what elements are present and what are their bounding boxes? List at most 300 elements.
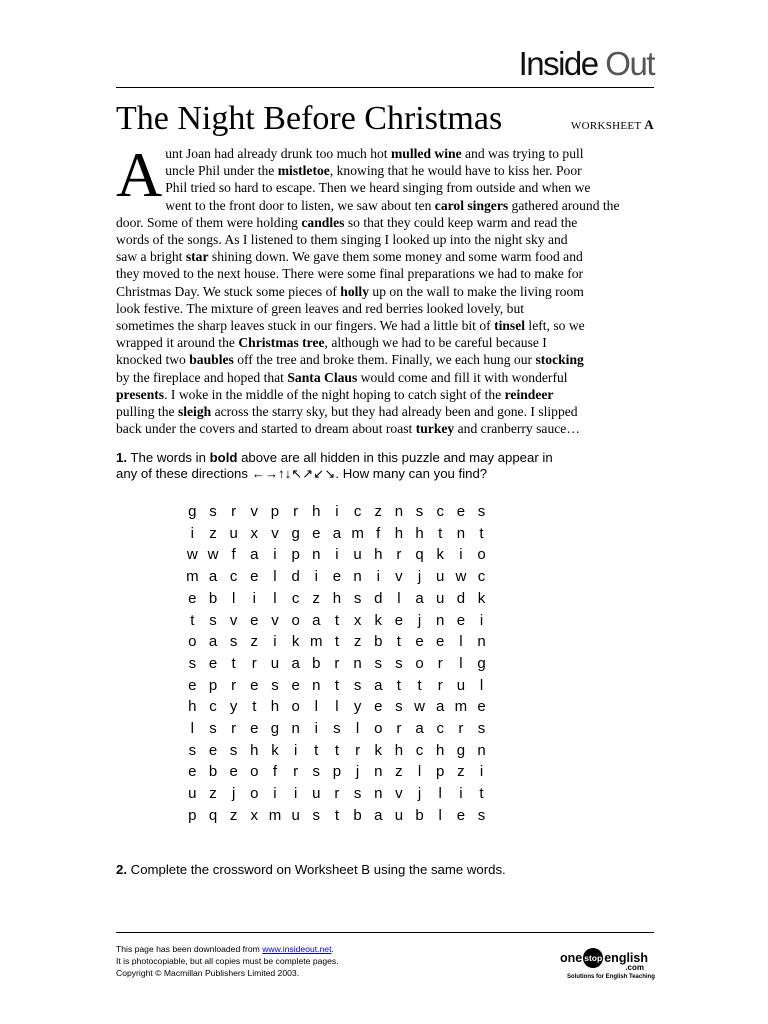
puzzle-letter: e [456, 611, 466, 629]
key-word: stocking [535, 352, 584, 368]
story-text [116, 139, 654, 437]
puzzle-letter: l [438, 806, 442, 824]
puzzle-letter: k [477, 589, 486, 607]
puzzle-letter: s [415, 503, 424, 520]
puzzle-letter: x [250, 524, 259, 542]
puzzle-letter: r [355, 741, 361, 759]
footer-notice [116, 943, 339, 980]
puzzle-letter: i [273, 785, 277, 803]
puzzle-letter: l [438, 785, 442, 803]
puzzle-letter: n [291, 720, 300, 738]
story-line [116, 265, 654, 282]
puzzle-letter: r [251, 654, 257, 672]
story-text-segment: they moved to the next house. There were some final preparations we had to make for [116, 266, 584, 282]
puzzle-letter: w [455, 568, 467, 586]
key-word: sleigh [177, 404, 212, 420]
story-text-segment: unt Joan had already drunk too much hot [165, 146, 391, 161]
puzzle-letter: j [417, 785, 422, 803]
puzzle-row [182, 566, 492, 588]
key-word: carol singers [434, 197, 509, 213]
onestopenglish-logo [560, 948, 670, 988]
puzzle-letter: m [268, 806, 282, 824]
puzzle-letter: l [190, 720, 194, 738]
story-line [116, 197, 654, 214]
puzzle-row [182, 544, 492, 566]
puzzle-letter: n [312, 546, 321, 564]
puzzle-letter: v [250, 503, 259, 520]
puzzle-letter: i [479, 611, 484, 629]
puzzle-letter: e [436, 633, 445, 651]
key-word: turkey [415, 421, 455, 437]
question-1 [116, 450, 553, 482]
question-1-line1 [116, 450, 553, 466]
puzzle-letter: i [293, 741, 298, 759]
puzzle-letter: c [291, 589, 300, 607]
puzzle-letter: b [415, 806, 424, 824]
puzzle-letter: r [334, 785, 340, 803]
puzzle-letter: v [271, 611, 279, 629]
story-text-segment: . I woke in the middle of the night hoping to catch sight of the [164, 386, 505, 402]
puzzle-letter: u [229, 524, 238, 542]
puzzle-letter: n [353, 654, 362, 672]
puzzle-letter: s [477, 806, 486, 824]
puzzle-letter: s [229, 633, 238, 651]
key-word: star [185, 249, 209, 265]
story-text-segment: and was trying to pull [461, 146, 584, 161]
worksheet-label [571, 117, 654, 133]
puzzle-letter: r [437, 676, 443, 694]
puzzle-letter: t [438, 524, 443, 542]
puzzle-letter: r [293, 503, 299, 520]
puzzle-letter: e [250, 568, 259, 586]
puzzle-letter: z [209, 785, 217, 803]
logo-stop-circle: stop [583, 948, 603, 968]
story-text-segment: knocked two [116, 352, 190, 368]
puzzle-row [182, 653, 492, 675]
key-word: Christmas tree [238, 335, 325, 351]
puzzle-row [182, 761, 492, 783]
puzzle-letter: c [353, 503, 362, 520]
puzzle-letter: t [479, 785, 484, 803]
puzzle-letter: f [376, 524, 381, 542]
puzzle-row [182, 675, 492, 697]
puzzle-letter: q [415, 546, 424, 564]
puzzle-letter: v [271, 524, 279, 542]
puzzle-row [182, 501, 492, 523]
puzzle-letter: l [231, 589, 236, 607]
puzzle-letter: o [188, 633, 197, 651]
q1-text-b: above are all hidden in this puzzle and may appear in [237, 450, 553, 465]
puzzle-letter: x [250, 806, 259, 824]
puzzle-letter: s [395, 654, 403, 672]
story-line [116, 334, 654, 351]
puzzle-letter: w [186, 546, 198, 564]
puzzle-letter: t [479, 524, 484, 542]
puzzle-letter: i [335, 546, 339, 564]
puzzle-row [182, 740, 492, 762]
story-line [116, 420, 654, 437]
puzzle-letter: n [436, 611, 445, 629]
puzzle-letter: s [188, 741, 197, 759]
story-text-segment: gathered around the [508, 197, 620, 213]
puzzle-letter: s [333, 720, 341, 738]
puzzle-letter: l [273, 589, 277, 607]
puzzle-letter: g [456, 741, 466, 759]
puzzle-letter: a [436, 698, 445, 716]
puzzle-letter: i [376, 568, 380, 586]
puzzle-letter: m [454, 698, 468, 716]
puzzle-letter: e [456, 806, 466, 824]
puzzle-letter: s [353, 676, 362, 694]
puzzle-letter: c [436, 503, 444, 520]
puzzle-letter: v [229, 611, 238, 629]
puzzle-row [182, 631, 492, 653]
puzzle-letter: e [188, 676, 197, 694]
puzzle-letter: n [394, 503, 404, 520]
puzzle-letter: p [270, 503, 280, 520]
puzzle-letter: z [457, 763, 465, 781]
puzzle-letter: i [293, 785, 298, 803]
puzzle-letter: l [479, 676, 484, 694]
question-2 [116, 862, 506, 878]
story-line [116, 214, 654, 231]
puzzle-letter: w [414, 698, 425, 716]
footer-text-b: . [331, 944, 334, 954]
puzzle-letter: m [186, 568, 199, 586]
story-line [116, 162, 654, 179]
story-text-segment: across the starry sky, but they had already been and gone. I slipped [211, 404, 578, 420]
puzzle-letter: h [415, 524, 424, 542]
story-text-segment: pulling the [116, 404, 178, 420]
puzzle-letter: h [394, 524, 404, 542]
puzzle-letter: j [417, 611, 422, 629]
story-line [116, 248, 654, 265]
puzzle-letter: j [231, 785, 236, 803]
puzzle-letter: r [396, 720, 402, 738]
puzzle-letter: h [394, 741, 404, 759]
puzzle-letter: o [477, 546, 486, 564]
story-text-segment: door. Some of them were holding [116, 214, 302, 230]
worksheet-letter: A [644, 117, 654, 132]
puzzle-letter: h [270, 698, 280, 716]
puzzle-letter: e [250, 720, 259, 738]
puzzle-letter: n [353, 568, 362, 586]
puzzle-letter: t [334, 806, 339, 824]
puzzle-row [182, 523, 492, 545]
logo-domain: .com [625, 963, 644, 972]
inside-out-logo [519, 44, 654, 84]
story-line [116, 369, 654, 386]
logo-part1: one [560, 951, 583, 965]
puzzle-letter: r [231, 503, 237, 520]
story-line [116, 403, 654, 420]
footer-text-a: This page has been downloaded from [116, 944, 263, 954]
puzzle-letter: u [270, 654, 280, 672]
key-word: candles [301, 214, 345, 230]
puzzle-letter: s [477, 720, 486, 738]
puzzle-letter: t [396, 633, 401, 651]
puzzle-letter: s [209, 720, 217, 738]
puzzle-letter: w [207, 546, 219, 564]
story-text-segment: went to the front door to listen, we saw about ten [165, 197, 435, 213]
puzzle-letter: l [314, 698, 318, 716]
puzzle-letter: s [312, 763, 321, 781]
puzzle-letter: p [436, 763, 445, 781]
puzzle-letter: e [229, 763, 238, 781]
puzzle-letter: e [312, 524, 321, 542]
puzzle-letter: r [396, 546, 402, 564]
puzzle-letter: f [272, 763, 278, 781]
puzzle-letter: i [273, 633, 277, 651]
story-text-segment: uncle Phil under the [165, 163, 278, 179]
story-text-segment: back under the covers and started to dream about roast [116, 421, 416, 437]
drop-cap: A [116, 139, 163, 210]
story-text-segment: , although we had to be careful because I [324, 335, 547, 351]
puzzle-letter: h [312, 503, 321, 520]
puzzle-letter: t [334, 611, 339, 629]
puzzle-letter: e [415, 633, 424, 651]
story-text-segment: so that they could keep warm and read the [344, 214, 578, 230]
puzzle-letter: u [353, 546, 362, 564]
puzzle-row [182, 588, 492, 610]
puzzle-letter: k [436, 546, 444, 564]
key-word: mistletoe [277, 163, 330, 179]
puzzle-letter: z [395, 763, 403, 781]
puzzle-letter: i [335, 503, 339, 520]
story-text-segment: would come and fill it with wonderful [357, 369, 568, 385]
puzzle-letter: i [459, 785, 463, 803]
puzzle-letter: g [188, 503, 197, 520]
puzzle-letter: f [231, 546, 236, 564]
puzzle-letter: e [250, 676, 259, 694]
puzzle-letter: a [415, 589, 424, 607]
puzzle-letter: i [459, 546, 463, 564]
direction-arrows: ←→↑↓↖↗↙↘ [251, 466, 336, 481]
story-text-segment: wrapped it around the [116, 335, 239, 351]
puzzle-letter: u [436, 568, 445, 586]
puzzle-letter: g [291, 524, 300, 542]
puzzle-letter: b [208, 763, 218, 781]
puzzle-letter: p [332, 763, 342, 781]
puzzle-letter: y [229, 698, 238, 716]
puzzle-letter: y [353, 698, 362, 716]
puzzle-letter: s [395, 698, 403, 716]
puzzle-letter: g [477, 654, 486, 672]
puzzle-letter: r [458, 720, 464, 738]
puzzle-letter: n [374, 785, 383, 803]
story-lines [116, 139, 654, 437]
footer-line-3: Copyright © Macmillan Publishers Limited 2003. [116, 968, 300, 979]
puzzle-row [182, 610, 492, 632]
puzzle-letter: o [415, 654, 424, 672]
puzzle-letter: k [374, 741, 382, 759]
puzzle-letter: d [291, 568, 300, 586]
q1-text-d: . How many can you find? [335, 466, 488, 481]
puzzle-letter: v [395, 568, 403, 586]
key-word: holly [340, 283, 370, 299]
puzzle-letter: x [353, 611, 362, 629]
puzzle-letter: c [436, 720, 444, 738]
word-search-grid [182, 501, 492, 827]
story-text-segment: look festive. The mixture of green leaves and red berries looked lovely, but [116, 300, 525, 316]
puzzle-letter: i [252, 589, 256, 607]
puzzle-letter: t [231, 654, 236, 672]
puzzle-letter: r [334, 654, 340, 672]
puzzle-letter: o [250, 763, 259, 781]
puzzle-letter: l [355, 720, 360, 738]
puzzle-letter: s [353, 589, 362, 607]
puzzle-letter: a [208, 568, 218, 586]
puzzle-letter: h [250, 741, 259, 759]
puzzle-letter: p [291, 546, 300, 564]
puzzle-letter: h [436, 741, 445, 759]
worksheet-word: WORKSHEET [570, 120, 642, 132]
story-line [116, 317, 654, 334]
story-text-segment: Phil tried so hard to escape. Then we heard singing from outside and when we [165, 180, 591, 196]
puzzle-letter: o [291, 698, 300, 716]
puzzle-letter: n [456, 524, 466, 542]
puzzle-letter: i [314, 720, 318, 738]
puzzle-letter: e [188, 589, 197, 607]
key-word: tinsel [494, 318, 526, 334]
puzzle-letter: b [208, 589, 218, 607]
puzzle-letter: p [208, 676, 218, 694]
puzzle-letter: s [271, 676, 279, 694]
puzzle-letter: r [437, 654, 443, 672]
puzzle-letter: u [188, 785, 197, 803]
puzzle-letter: a [208, 633, 218, 651]
question-1-line2 [116, 466, 553, 482]
puzzle-letter: e [477, 698, 486, 716]
brand-part2: Out [597, 45, 654, 82]
puzzle-letter: k [374, 611, 382, 629]
puzzle-letter: m [351, 524, 364, 542]
puzzle-letter: h [374, 546, 383, 564]
puzzle-letter: c [209, 698, 217, 716]
puzzle-letter: i [190, 524, 194, 542]
question-1-number: 1. [116, 450, 127, 465]
story-text-segment: and cranberry sauce… [454, 421, 580, 437]
puzzle-letter: l [459, 654, 463, 672]
puzzle-letter: h [188, 698, 197, 716]
puzzle-letter: s [353, 785, 362, 803]
puzzle-letter: u [456, 676, 466, 694]
puzzle-letter: t [334, 741, 339, 759]
key-word: Santa Claus [287, 369, 358, 385]
puzzle-row [182, 718, 492, 740]
puzzle-letter: v [395, 785, 403, 803]
story-text-segment: shining down. We gave them some money and some warm food and [208, 249, 583, 265]
footer-line-2: It is photocopiable, but all copies must be complete pages. [116, 956, 339, 967]
puzzle-letter: j [417, 568, 422, 586]
puzzle-letter: n [477, 741, 486, 759]
puzzle-letter: z [374, 503, 382, 520]
story-text-segment: sometimes the sharp leaves stuck in our fingers. We had a little bit of [116, 318, 495, 334]
puzzle-letter: t [190, 611, 195, 629]
puzzle-letter: l [273, 568, 277, 586]
q1-bold-word: bold [209, 450, 238, 465]
key-word: mulled wine [390, 146, 462, 161]
logo-tagline: Solutions for English Teaching [567, 974, 655, 980]
puzzle-letter: t [417, 676, 422, 694]
puzzle-letter: j [355, 763, 360, 781]
puzzle-letter: m [310, 633, 323, 651]
story-text-segment: saw a bright [116, 249, 186, 265]
puzzle-letter: u [436, 589, 445, 607]
story-text-segment: words of the songs. As I listened to them singing I looked up into the night sky and [116, 232, 568, 248]
puzzle-letter: e [394, 611, 404, 629]
story-text-segment: Christmas Day. We stuck some pieces of [116, 283, 341, 299]
story-line [116, 283, 654, 300]
puzzle-letter: s [312, 806, 321, 824]
puzzle-letter: k [291, 633, 300, 651]
puzzle-letter: u [312, 785, 321, 803]
puzzle-letter: e [374, 698, 383, 716]
puzzle-letter: a [415, 720, 424, 738]
puzzle-letter: e [188, 763, 197, 781]
puzzle-letter: e [208, 741, 218, 759]
puzzle-letter: k [271, 741, 279, 759]
insideout-link[interactable]: www.insideout.net [262, 944, 332, 954]
puzzle-letter: l [335, 698, 339, 716]
puzzle-letter: r [231, 720, 237, 738]
story-text-segment: up on the wall to make the living room [369, 283, 584, 299]
story-line [116, 351, 654, 368]
puzzle-letter: s [477, 503, 486, 520]
puzzle-letter: b [312, 654, 321, 672]
puzzle-letter: l [417, 763, 422, 781]
puzzle-letter: u [394, 806, 404, 824]
story-line [116, 386, 654, 403]
question-2-text: Complete the crossword on Worksheet B using the same words. [127, 862, 506, 877]
puzzle-letter: e [456, 503, 466, 520]
puzzle-letter: e [332, 568, 342, 586]
puzzle-letter: z [353, 633, 362, 651]
puzzle-letter: e [250, 611, 259, 629]
puzzle-letter: z [229, 806, 238, 824]
puzzle-letter: a [250, 546, 259, 564]
puzzle-letter: n [374, 763, 383, 781]
puzzle-letter: g [270, 720, 280, 738]
puzzle-row [182, 783, 492, 805]
puzzle-letter: z [250, 633, 259, 651]
puzzle-letter: r [231, 676, 237, 694]
puzzle-letter: d [456, 589, 466, 607]
puzzle-letter: e [291, 676, 300, 694]
puzzle-letter: s [374, 654, 382, 672]
puzzle-letter: a [374, 676, 383, 694]
puzzle-letter: r [293, 763, 299, 781]
header-rule [116, 87, 654, 88]
puzzle-letter: o [291, 611, 300, 629]
puzzle-letter: b [353, 806, 362, 824]
key-word: reindeer [504, 386, 554, 402]
puzzle-letter: o [374, 720, 383, 738]
puzzle-letter: l [459, 633, 463, 651]
puzzle-letter: l [397, 589, 401, 607]
puzzle-letter: o [250, 785, 259, 803]
logo-part2: english [604, 951, 648, 965]
puzzle-letter: a [332, 524, 342, 542]
puzzle-letter: i [273, 546, 277, 564]
story-text-segment: left, so we [525, 318, 585, 334]
puzzle-letter: t [252, 698, 257, 716]
puzzle-letter: n [312, 676, 321, 694]
puzzle-letter: c [229, 568, 238, 586]
puzzle-letter: t [314, 741, 319, 759]
puzzle-letter: z [209, 524, 217, 542]
story-line [116, 179, 654, 196]
